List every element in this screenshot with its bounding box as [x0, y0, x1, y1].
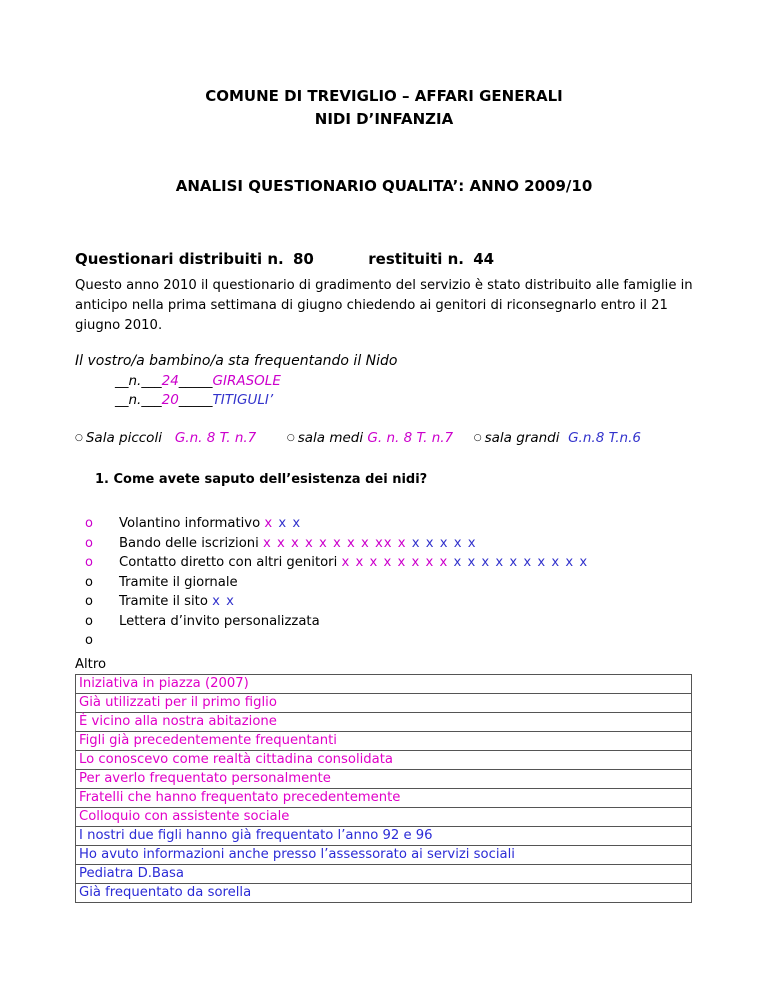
option-volantino: [85, 514, 588, 534]
option-giornale: [85, 573, 588, 593]
option-bullet-icon: o: [85, 535, 93, 551]
rooms-line: [75, 430, 641, 446]
returned-label: restituiti n.: [368, 250, 464, 268]
other-answer-cell: Lo conoscevo come realtà cittadina consolidata: [76, 751, 692, 770]
option-bando: [85, 534, 588, 554]
distributed-count: 80: [292, 250, 314, 268]
circle-bullet-icon: ○: [473, 433, 482, 443]
option-marks: x x x x x: [406, 535, 477, 551]
room-detail: G.n. 8 T. n.7: [174, 430, 257, 446]
question-1-options: [85, 514, 588, 651]
table-row: [76, 808, 692, 827]
document-title: ANALISI QUESTIONARIO QUALITA’: ANNO 2009/10: [175, 177, 593, 195]
room-name: sala grandi: [484, 430, 560, 446]
option-sito: [85, 592, 588, 612]
table-row: [76, 713, 692, 732]
other-answer-cell: I nostri due figli hanno già frequentato l’anno 92 e 96: [76, 827, 692, 846]
option-lettera: [85, 612, 588, 632]
option-empty: [85, 631, 588, 651]
room-detail: G. n. 8 T. n.7: [367, 430, 454, 446]
option-label: Tramite il giornale: [119, 574, 238, 590]
table-row: [76, 675, 692, 694]
other-answer-cell: Iniziativa in piazza (2007): [76, 675, 692, 694]
other-answers-table: [75, 674, 692, 903]
table-row: [76, 846, 692, 865]
other-label: Altro: [75, 657, 107, 672]
group-suffix: _____: [178, 392, 213, 408]
group-number: 24: [161, 373, 179, 389]
intro-paragraph: Questo anno 2010 il questionario di gradimento del servizio è stato distribuito alle famiglie in anticipo nella prima settimana di giugno chiedendo ai genitori di riconsegnarlo entro il 21 giugno 2010.: [75, 278, 693, 333]
option-bullet-icon: o: [85, 555, 93, 570]
option-bullet-icon: o: [85, 633, 93, 648]
table-row: [76, 770, 692, 789]
table-row: [76, 789, 692, 808]
group-prefix: __n.___: [115, 392, 162, 408]
table-row: [76, 732, 692, 751]
distributed-label: Questionari distribuiti n.: [75, 250, 284, 268]
other-answer-cell: Fratelli che hanno frequentato precedentemente: [76, 789, 692, 808]
option-marks: x x x x x x x x xx x: [263, 535, 407, 551]
option-label: Volantino informativo: [119, 516, 261, 531]
option-contatto: [85, 553, 588, 573]
option-bullet-icon: o: [85, 574, 93, 590]
group-prefix: __n.___: [115, 373, 162, 389]
group-girasole: [115, 373, 281, 389]
option-marks: x x: [273, 516, 302, 531]
option-bullet-icon: o: [85, 613, 93, 629]
option-label: Bando delle iscrizioni: [119, 535, 259, 551]
option-marks: x x: [212, 594, 235, 609]
question-1-title: 1. Come avete saputo dell’esistenza dei nidi?: [95, 472, 428, 487]
circle-bullet-icon: ○: [286, 433, 295, 443]
other-answer-cell: Ho avuto informazioni anche presso l’assessorato ai servizi sociali: [76, 846, 692, 865]
option-marks: x x x x x x x x x x: [448, 555, 589, 570]
header-line-1: COMUNE DI TREVIGLIO – AFFARI GENERALI: [205, 87, 563, 105]
option-label: [119, 633, 123, 648]
table-row: [76, 865, 692, 884]
other-answer-cell: Per averlo frequentato personalmente: [76, 770, 692, 789]
other-answer-cell: Già utilizzati per il primo figlio: [76, 694, 692, 713]
option-label: Contatto diretto con altri genitori: [119, 555, 338, 570]
option-marks: x: [264, 516, 274, 531]
group-suffix: _____: [178, 373, 213, 389]
table-row: [76, 827, 692, 846]
header-line-2: NIDI D’INFANZIA: [314, 110, 454, 128]
table-row: [76, 751, 692, 770]
other-answer-cell: È vicino alla nostra abitazione: [76, 713, 692, 732]
group-titiguli: [115, 392, 273, 408]
other-answer-cell: Figli già precedentemente frequentanti: [76, 732, 692, 751]
option-marks: x x x x x x x x: [341, 555, 449, 570]
option-label: Tramite il sito: [119, 594, 208, 609]
option-bullet-icon: o: [85, 516, 93, 531]
returned-count: 44: [473, 250, 495, 268]
room-name: Sala piccoli: [85, 430, 162, 446]
other-answer-cell: Pediatra D.Basa: [76, 865, 692, 884]
room-name: sala medi: [297, 430, 364, 446]
room-detail: G.n.8 T.n.6: [568, 430, 641, 446]
table-row: [76, 884, 692, 903]
circle-bullet-icon: ○: [75, 433, 83, 443]
questionnaire-counts: [75, 250, 494, 268]
table-row: [76, 694, 692, 713]
group-name: TITIGULI’: [212, 392, 274, 408]
group-name: GIRASOLE: [212, 373, 281, 389]
other-answer-cell: Colloquio con assistente sociale: [76, 808, 692, 827]
option-label: Lettera d’invito personalizzata: [119, 613, 320, 629]
group-number: 20: [161, 392, 179, 408]
option-bullet-icon: o: [85, 594, 93, 609]
other-answer-cell: Già frequentato da sorella: [76, 884, 692, 903]
frequenting-label: Il vostro/a bambino/a sta frequentando il Nido: [75, 353, 398, 369]
